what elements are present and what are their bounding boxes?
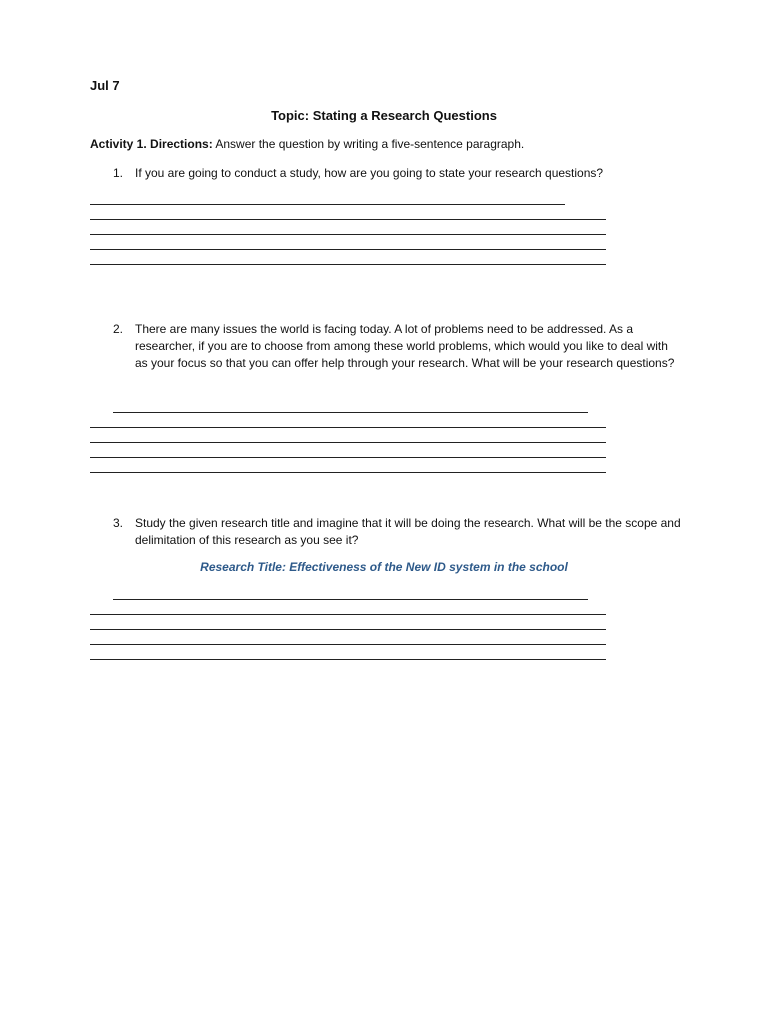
question-number: 2. <box>113 322 124 336</box>
question-text: Study the given research title and imagine that it will be doing the research. What will be the scope and delimitation of this research as you see it? <box>135 516 681 547</box>
answer-line[interactable] <box>90 204 565 205</box>
answer-line[interactable] <box>90 427 606 428</box>
answer-line[interactable] <box>113 412 588 413</box>
answer-line[interactable] <box>90 234 606 235</box>
answer-line[interactable] <box>90 629 606 630</box>
answer-line[interactable] <box>113 599 588 600</box>
question-2 <box>113 321 683 372</box>
answer-line[interactable] <box>90 249 606 250</box>
date-label: Jul 7 <box>90 78 120 93</box>
question-number: 1. <box>113 166 124 180</box>
answer-line[interactable] <box>90 442 606 443</box>
answer-line[interactable] <box>90 659 606 660</box>
answer-line[interactable] <box>90 457 606 458</box>
activity-label: Activity 1. Directions: <box>90 137 213 151</box>
research-title: Research Title: Effectiveness of the New ID system in the school <box>200 560 568 574</box>
question-3 <box>113 515 683 549</box>
answer-line[interactable] <box>90 644 606 645</box>
answer-line[interactable] <box>90 614 606 615</box>
answer-line[interactable] <box>90 219 606 220</box>
question-1 <box>113 165 683 182</box>
question-text: If you are going to conduct a study, how are you going to state your research questions? <box>135 166 604 180</box>
answer-line[interactable] <box>90 264 606 265</box>
activity-instructions: Answer the question by writing a five-sentence paragraph. <box>215 137 525 151</box>
question-number: 3. <box>113 516 124 530</box>
topic-title: Topic: Stating a Research Questions <box>271 108 497 123</box>
answer-line[interactable] <box>90 472 606 473</box>
activity-directions <box>90 137 524 151</box>
question-text: There are many issues the world is facing today. A lot of problems need to be addressed. As a researcher, if you are to choose from among these world problems, which would you like to deal with as your focus so that you can offer help through your research. What will be your research questions? <box>135 322 675 370</box>
